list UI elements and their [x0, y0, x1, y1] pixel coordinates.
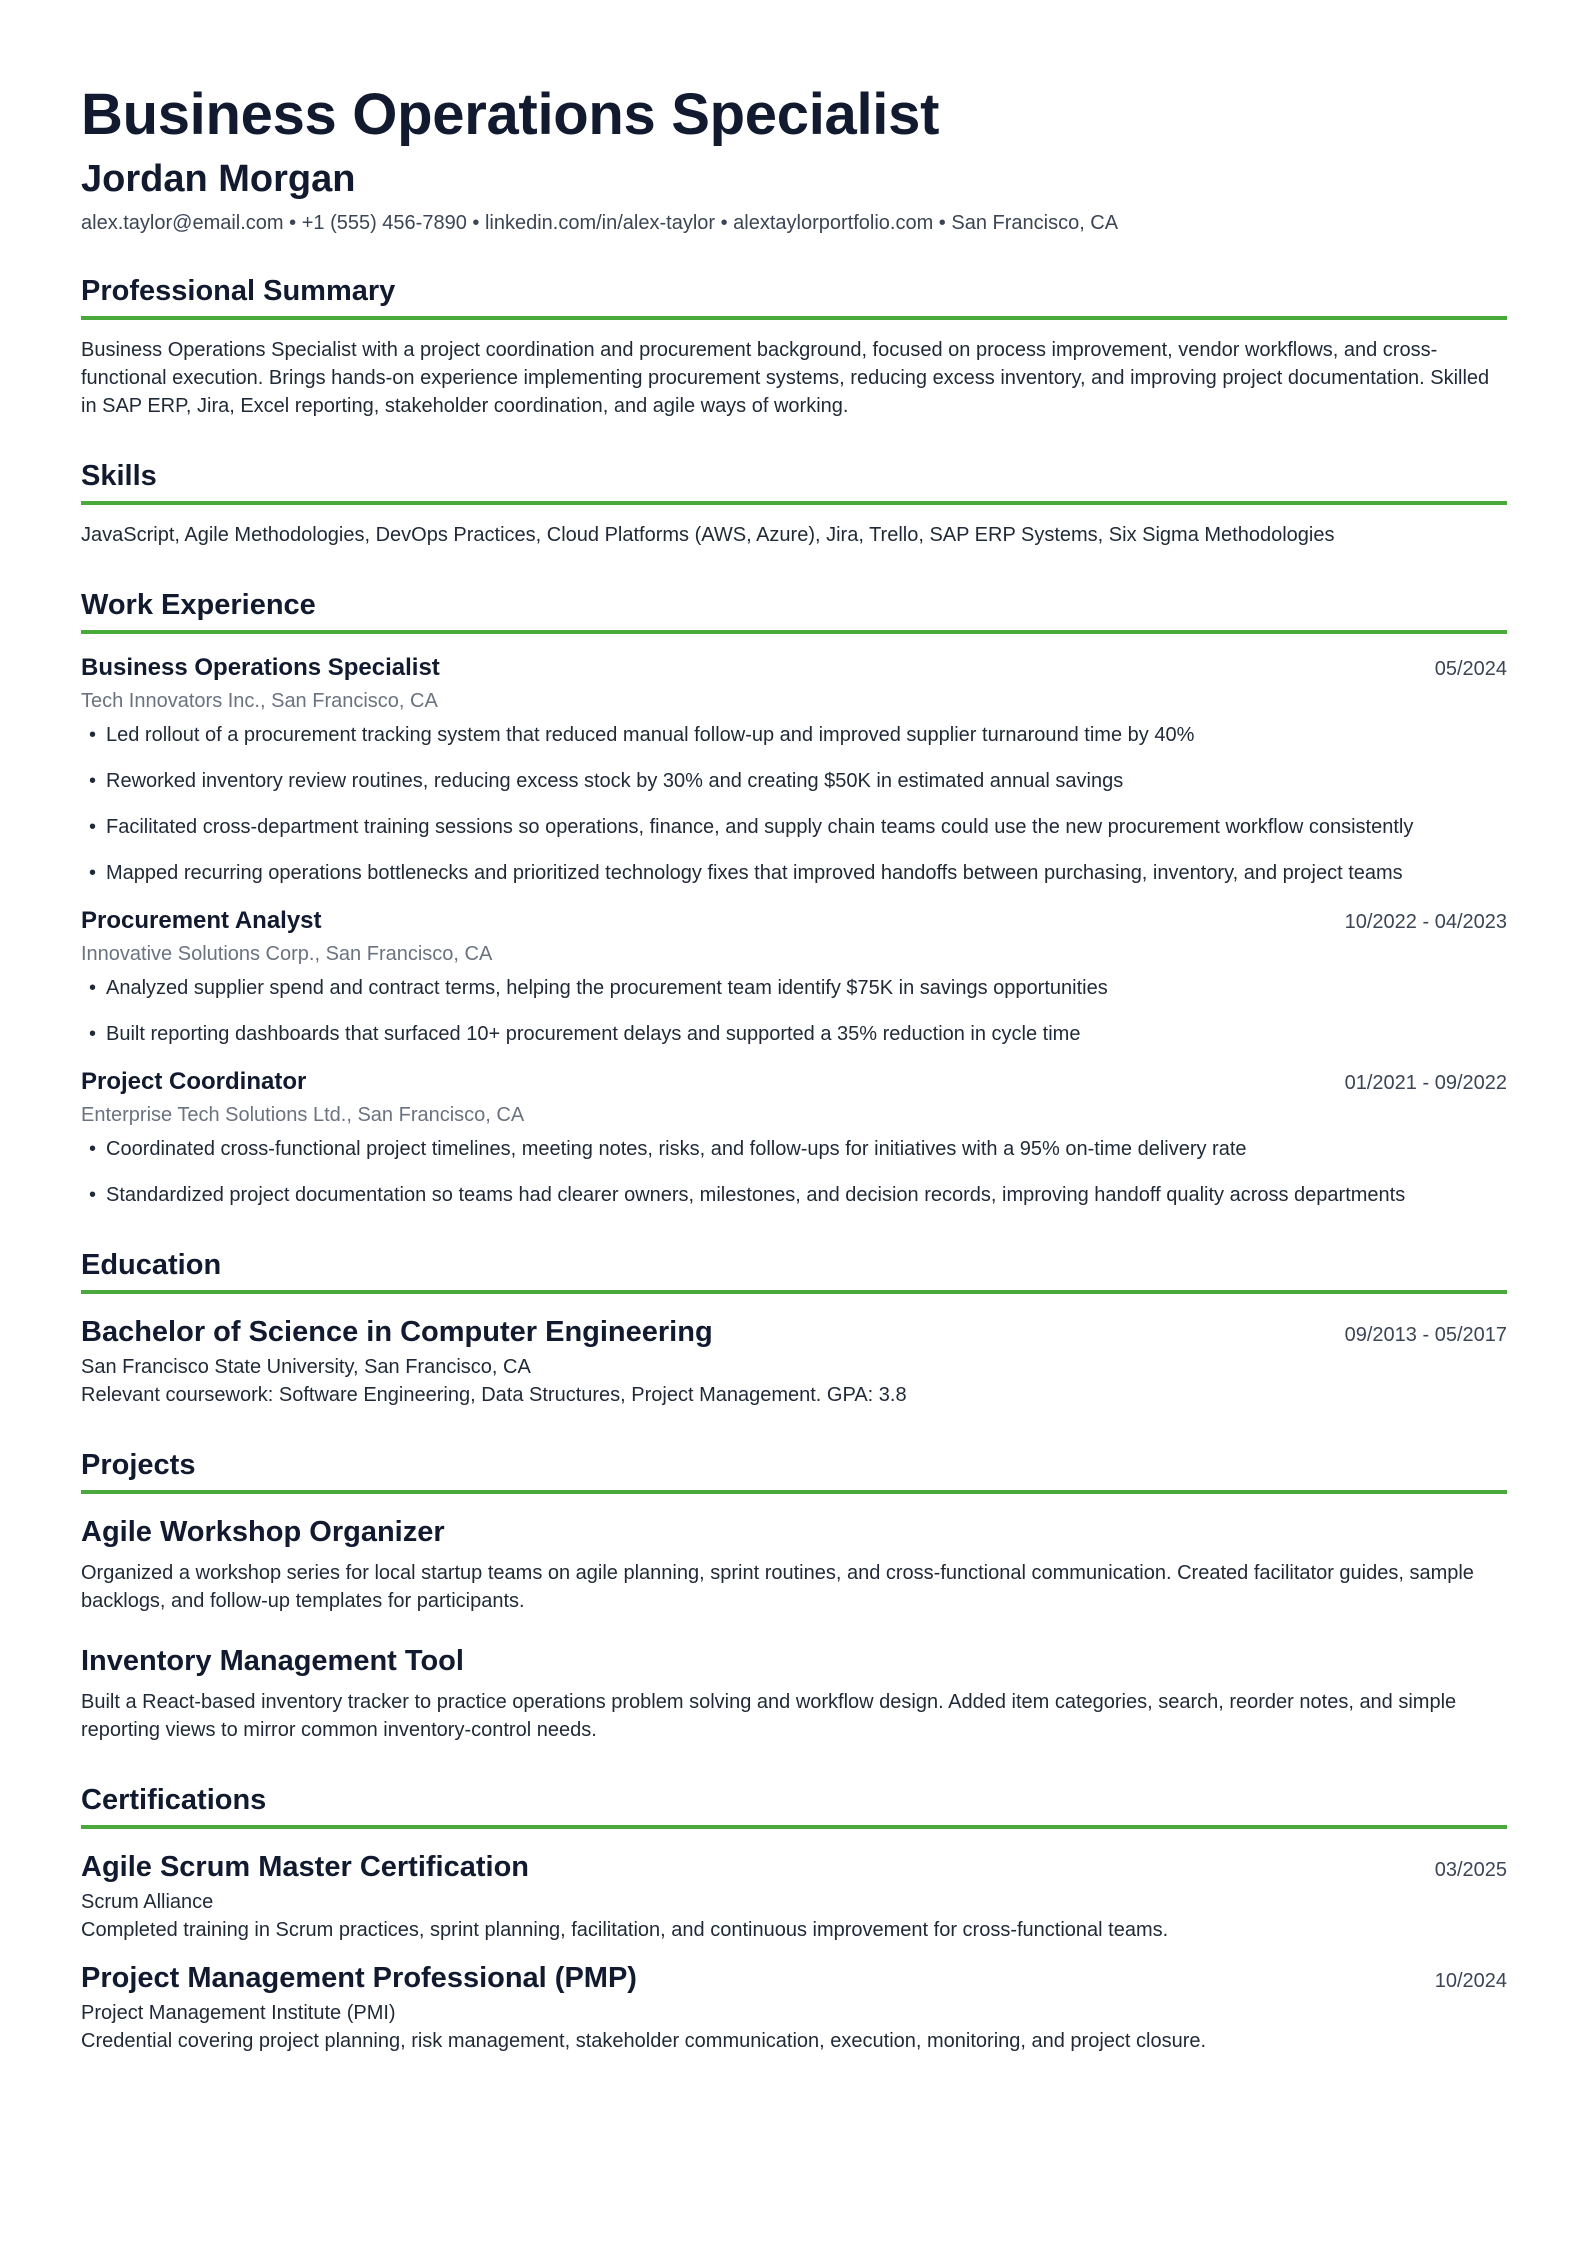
experience-heading: Work Experience — [81, 589, 1507, 634]
skills-text: JavaScript, Agile Methodologies, DevOps Practices, Cloud Platforms (AWS, Azure), Jira, Trello, SAP ERP Systems, Six Sigma Methodologies — [81, 524, 1335, 547]
bullet-item — [81, 974, 1507, 1002]
job-company: Enterprise Tech Solutions Ltd., San Francisco, CA — [81, 1104, 525, 1127]
resume-title: Business Operations Specialist — [81, 82, 940, 147]
certifications-section — [81, 1784, 1507, 2055]
education-details: Relevant coursework: Software Engineering, Data Structures, Project Management. GPA: 3.8 — [81, 1384, 907, 1407]
education-date: 09/2013 - 05/2017 — [1344, 1324, 1507, 1347]
job-bullets — [81, 1135, 1507, 1209]
certification-title: Agile Scrum Master Certification — [81, 1851, 529, 1884]
certification-issuer: Scrum Alliance — [81, 1891, 214, 1914]
job-title: Procurement Analyst — [81, 907, 322, 935]
bullet-icon: • — [89, 1184, 97, 1207]
summary-text: Business Operations Specialist with a project coordination and procurement background, focused on process improvement, vendor workflows, and cross-functional execution. Brings hands-on experience implementing procurement systems, reducing excess inventory, and improving project documentation. Skilled in SAP ERP, Jira, Excel reporting, stakeholder coordination, and agile ways of working. — [81, 339, 1490, 418]
job-date: 05/2024 — [1434, 658, 1507, 681]
bullet-item — [81, 1135, 1507, 1163]
bullet-text: Reworked inventory review routines, reducing excess stock by 30% and creating $50K in estimated annual savings — [106, 770, 1124, 793]
project-title: Inventory Management Tool — [81, 1645, 464, 1678]
education-section — [81, 1249, 1507, 1409]
bullet-icon: • — [89, 816, 97, 839]
job-title: Project Coordinator — [81, 1068, 307, 1096]
bullet-icon: • — [89, 724, 97, 747]
job-company: Innovative Solutions Corp., San Francisco, CA — [81, 943, 493, 966]
degree-title: Bachelor of Science in Computer Engineering — [81, 1316, 713, 1349]
project-entry — [81, 1516, 1507, 1615]
education-entry — [81, 1316, 1507, 1409]
education-heading: Education — [81, 1249, 1507, 1294]
certifications-heading: Certifications — [81, 1784, 1507, 1829]
certification-entry — [81, 1851, 1507, 1944]
job-entry — [81, 1068, 1507, 1209]
bullet-icon: • — [89, 862, 97, 885]
project-description: Built a React-based inventory tracker to practice operations problem solving and workflow design. Added item categories, search, reorder notes, and simple reporting views to mirror common inventory-control needs. — [81, 1691, 1457, 1742]
bullet-item — [81, 1181, 1507, 1209]
projects-section — [81, 1449, 1507, 1744]
job-date: 10/2022 - 04/2023 — [1344, 911, 1507, 934]
summary-section — [81, 275, 1507, 420]
bullet-text: Mapped recurring operations bottlenecks and prioritized technology fixes that improved handoffs between purchasing, inventory, and project teams — [106, 862, 1403, 885]
contact-line: alex.taylor@email.com • +1 (555) 456-7890 • linkedin.com/in/alex-taylor • alextaylorportfolio.com • San Francisco, CA — [81, 212, 1119, 235]
candidate-name: Jordan Morgan — [81, 157, 356, 200]
job-entry — [81, 907, 1507, 1048]
certification-issuer: Project Management Institute (PMI) — [81, 2002, 396, 2025]
bullet-text: Built reporting dashboards that surfaced 10+ procurement delays and supported a 35% reduction in cycle time — [106, 1023, 1081, 1046]
bullet-item — [81, 721, 1507, 749]
job-company: Tech Innovators Inc., San Francisco, CA — [81, 690, 438, 713]
bullet-icon: • — [89, 977, 97, 1000]
bullet-icon: • — [89, 770, 97, 793]
certification-entry — [81, 1962, 1507, 2055]
certification-description: Completed training in Scrum practices, sprint planning, facilitation, and continuous improvement for cross-functional teams. — [81, 1919, 1169, 1942]
job-date: 01/2021 - 09/2022 — [1344, 1072, 1507, 1095]
job-entry — [81, 654, 1507, 887]
bullet-item — [81, 767, 1507, 795]
certification-date: 10/2024 — [1434, 1970, 1507, 1993]
certification-date: 03/2025 — [1434, 1859, 1507, 1882]
job-bullets — [81, 974, 1507, 1048]
bullet-item — [81, 1020, 1507, 1048]
summary-heading: Professional Summary — [81, 275, 1507, 320]
bullet-item — [81, 813, 1507, 841]
certification-title: Project Management Professional (PMP) — [81, 1962, 637, 1995]
school-name: San Francisco State University, San Francisco, CA — [81, 1356, 531, 1379]
skills-section — [81, 460, 1507, 549]
bullet-text: Led rollout of a procurement tracking system that reduced manual follow-up and improved supplier turnaround time by 40% — [106, 724, 1195, 747]
bullet-icon: • — [89, 1138, 97, 1161]
job-title: Business Operations Specialist — [81, 654, 440, 682]
bullet-text: Coordinated cross-functional project timelines, meeting notes, risks, and follow-ups for initiatives with a 95% on-time delivery rate — [106, 1138, 1247, 1161]
experience-section — [81, 589, 1507, 1209]
projects-heading: Projects — [81, 1449, 1507, 1494]
bullet-icon: • — [89, 1023, 97, 1046]
job-bullets — [81, 721, 1507, 887]
bullet-text: Standardized project documentation so teams had clearer owners, milestones, and decision records, improving handoff quality across departments — [106, 1184, 1406, 1207]
bullet-text: Facilitated cross-department training sessions so operations, finance, and supply chain teams could use the new procurement workflow consistently — [106, 816, 1414, 839]
project-title: Agile Workshop Organizer — [81, 1516, 445, 1549]
skills-heading: Skills — [81, 460, 1507, 505]
bullet-text: Analyzed supplier spend and contract terms, helping the procurement team identify $75K in savings opportunities — [106, 977, 1108, 1000]
certification-description: Credential covering project planning, risk management, stakeholder communication, execution, monitoring, and project closure. — [81, 2030, 1207, 2053]
project-description: Organized a workshop series for local startup teams on agile planning, sprint routines, and cross-functional communication. Created facilitator guides, sample backlogs, and follow-up templates for participants. — [81, 1562, 1474, 1613]
project-entry — [81, 1645, 1507, 1744]
bullet-item — [81, 859, 1507, 887]
